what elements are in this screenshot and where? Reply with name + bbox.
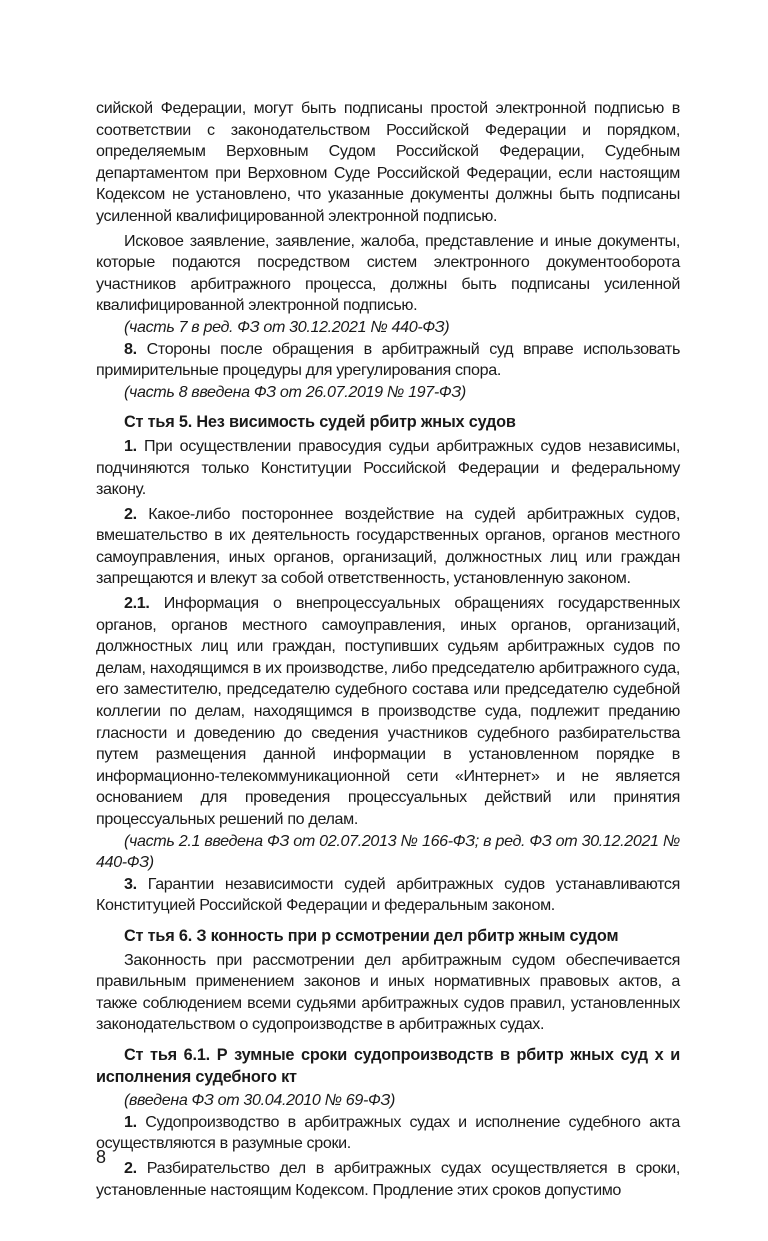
clause-number: 1. xyxy=(124,1112,137,1131)
paragraph-part-2: 2. Разбирательство дел в арбитражных судах осуществляется в сроки, установленные настоящим Кодексом. Продление этих сроков допустимо xyxy=(96,1158,680,1199)
paragraph-part-2-1: 2.1. Информация о внепроцессуальных обращениях государственных органов, органов местного самоуправления, иных органов, организаций, должностных лиц или граждан, поступивших судьям арбитражных судов по делам, находящимся в их производстве, либо председателю арбитражного суда, его заместителю, председателю судебного состава или председателю судебной коллегии по делам, находящимся в производстве суда, подлежит преданию гласности и доведению до сведения участников судебного разбирательства путем размещения данной информации в установленном порядке в информационно-телекоммуникационной сети «Интернет» и не является основанием для проведения процессуальных действий или принятия процессуальных решений по делам. xyxy=(96,594,680,828)
clause-number: 1. xyxy=(124,436,137,455)
paragraph-part-2: 2. Какое-либо постороннее воздействие на судей арбитражных судов, вмешательство в их деятельность государственных органов, органов местного самоуправления, иных органов, организаций, должностных лиц или граждан запрещаются и влекут за собой ответственность, установленную законом. xyxy=(96,504,680,588)
amendment-note: (часть 7 в ред. ФЗ от 30.12.2021 № 440-ФЗ) xyxy=(124,317,450,336)
paragraph: сийской Федерации, могут быть подписаны простой электронной подписью в соответствии с законодательством Российской Федерации и порядком, определяемым Верховным Судом Российской Федерации, Судебным департаментом при Верховном Суде Российской Федерации, если настоящим Кодексом не установлено, что указанные документы должны быть подписаны усиленной квалифицированной электронной подписью. xyxy=(96,99,680,225)
paragraph: Исковое заявление, заявление, жалоба, представление и иные документы, которые подаются посредством систем электронного документооборота участников арбитражного процесса, должны быть подписаны усиленной квалифицированной электронной подписью. xyxy=(96,231,680,315)
amendment-note: (введена ФЗ от 30.04.2010 № 69-ФЗ) xyxy=(124,1091,395,1110)
amendment-note: (часть 2.1 введена ФЗ от 02.07.2013 № 166-ФЗ; в ред. ФЗ от 30.12.2021 № 440-ФЗ) xyxy=(96,831,680,872)
amendment-note: (часть 8 введена ФЗ от 26.07.2019 № 197-ФЗ) xyxy=(124,382,466,401)
paragraph-part-1: 1. При осуществлении правосудия судьи арбитражных судов независимы, подчиняются только Конституции Российской Федерации и федеральному закону. xyxy=(96,436,681,499)
clause-number: 2. xyxy=(124,504,137,523)
page-number: 8 xyxy=(96,1147,107,1167)
article-heading: Ст тья 5. Нез висимость судей рбитр жных судов xyxy=(124,413,516,432)
paragraph-part-1: 1. Судопроизводство в арбитражных судах и исполнение судебного акта осуществляются в разумные сроки. xyxy=(96,1112,680,1153)
clause-number: 2. xyxy=(124,1158,137,1177)
article-heading: Ст тья 6. З конность при р ссмотрении дел рбитр жным судом xyxy=(124,926,619,945)
clause-number: 2.1. xyxy=(124,594,150,613)
clause-number: 3. xyxy=(124,874,137,893)
paragraph-part-8: 8. Стороны после обращения в арбитражный суд вправе использовать примирительные процедуры для урегулирования спора. xyxy=(96,339,680,380)
paragraph-part-3: 3. Гарантии независимости судей арбитражных судов устанавливаются Конституцией Российской Федерации и федеральным законом. xyxy=(96,874,680,915)
clause-number: 8. xyxy=(124,339,137,358)
paragraph: Законность при рассмотрении дел арбитражным судом обеспечивается правильным применением законов и иных нормативных правовых актов, а также соблюдением всеми судьями арбитражных судов правил, установленных законодательством о судопроизводстве в арбитражных судах. xyxy=(96,950,680,1034)
article-heading: Ст тья 6.1. Р зумные сроки судопроизводств в рбитр жных суд х и исполнения судебного кт xyxy=(96,1045,680,1086)
page-body xyxy=(96,98,680,1201)
